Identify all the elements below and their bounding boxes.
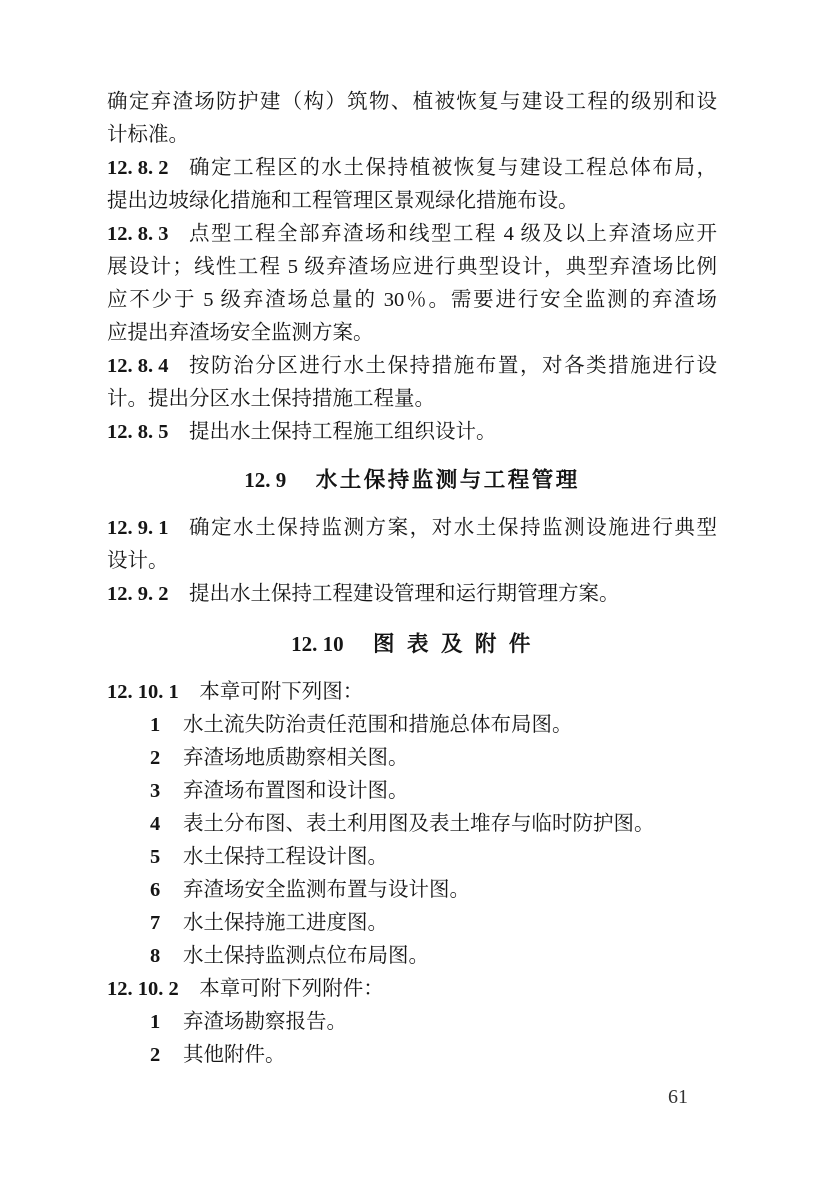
list-item [107,841,717,874]
heading-number: 12. 10 [291,632,344,656]
clause-text: 本章可附下列图： [199,681,364,703]
text-line [107,973,717,1006]
clause-number: 12. 8. 3 [107,223,169,245]
text-line: 计。提出分区水土保持措施工程量。 [107,388,435,410]
heading-number: 12. 9 [244,468,287,492]
list-item-text: 弃渣场布置图和设计图。 [183,780,409,802]
text-line [107,152,717,185]
clause-12-10-1 [107,676,717,973]
clause-text: 本章可附下列附件： [199,978,384,1000]
clause-text: 提出水土保持工程建设管理和运行期管理方案。 [189,583,620,605]
list-item-number: 5 [150,846,161,868]
list-item-text: 其他附件。 [183,1044,286,1066]
list-item [107,1006,717,1039]
list-item-number: 3 [150,780,161,802]
text-line: 应不少于 5 级弃渣场总量的 30％。需要进行安全监测的弃渣场 [107,289,717,311]
list-item-text: 水土保持施工进度图。 [183,912,388,934]
list-item [107,709,717,742]
text-line [107,676,717,709]
clause-12-10-2 [107,973,717,1072]
list-item [107,874,717,907]
list-item-text: 水土流失防治责任范围和措施总体布局图。 [183,714,573,736]
clause-text: 确定工程区的水土保持植被恢复与建设工程总体布局， [189,157,717,179]
text-line: 应提出弃渣场安全监测方案。 [107,322,374,344]
list-item-text: 弃渣场安全监测布置与设计图。 [183,879,470,901]
clause-12-8-5 [107,416,717,449]
clause-12-8-3 [107,218,717,350]
list-item-number: 4 [150,813,161,835]
clause-text: 提出水土保持工程施工组织设计。 [189,421,497,443]
list-item-text: 表土分布图、表土利用图及表土堆存与临时防护图。 [183,813,655,835]
list-item [107,1039,717,1072]
text-line: 确定弃渣场防护建（构）筑物、植被恢复与建设工程的级别和设 [107,91,717,113]
heading-title: 图 表 及 附 件 [372,632,533,657]
list-item-number: 1 [150,714,161,736]
clause-text: 确定水土保持监测方案，对水土保持监测设施进行典型 [189,517,717,539]
clause-12-9-1 [107,512,717,578]
text-line: 计标准。 [107,124,189,146]
clause-12-9-2 [107,578,717,611]
list-item-text: 弃渣场勘察报告。 [183,1011,347,1033]
text-line: 提出边坡绿化措施和工程管理区景观绿化措施布设。 [107,190,579,212]
list-item [107,775,717,808]
heading-title: 水土保持监测与工程管理 [315,468,580,493]
section-heading-12-9 [107,464,717,497]
paragraph-continuation [107,86,717,152]
text-line [107,512,717,545]
clause-number: 12. 10. 2 [107,978,179,1000]
list-item-number: 7 [150,912,161,934]
clause-number: 12. 8. 2 [107,157,169,179]
list-item [107,808,717,841]
list-item [107,940,717,973]
page-number: 61 [668,1086,688,1108]
clause-text: 按防治分区进行水土保持措施布置，对各类措施进行设 [189,355,717,377]
list-item-text: 水土保持工程设计图。 [183,846,388,868]
clause-number: 12. 10. 1 [107,681,179,703]
clause-12-8-2 [107,152,717,218]
list-item-text: 水土保持监测点位布局图。 [183,945,429,967]
list-item-number: 6 [150,879,161,901]
clause-number: 12. 9. 1 [107,517,169,539]
list-item-number: 8 [150,945,161,967]
clause-text: 点型工程全部弃渣场和线型工程 4 级及以上弃渣场应开 [189,223,717,245]
clause-12-8-4 [107,350,717,416]
list-item [107,907,717,940]
text-line [107,218,717,251]
clause-number: 12. 8. 4 [107,355,169,377]
text-line: 设计。 [107,550,169,572]
list-item [107,742,717,775]
list-item-number: 2 [150,1044,161,1066]
clause-number: 12. 8. 5 [107,421,169,443]
section-heading-12-10 [107,628,717,661]
list-item-number: 1 [150,1011,161,1033]
body-text [107,86,717,1072]
text-line [107,578,717,611]
list-item-text: 弃渣场地质勘察相关图。 [183,747,409,769]
text-line: 展设计；线性工程 5 级弃渣场应进行典型设计，典型弃渣场比例 [107,256,717,278]
text-line [107,416,717,449]
text-line [107,350,717,383]
list-item-number: 2 [150,747,161,769]
clause-number: 12. 9. 2 [107,583,169,605]
